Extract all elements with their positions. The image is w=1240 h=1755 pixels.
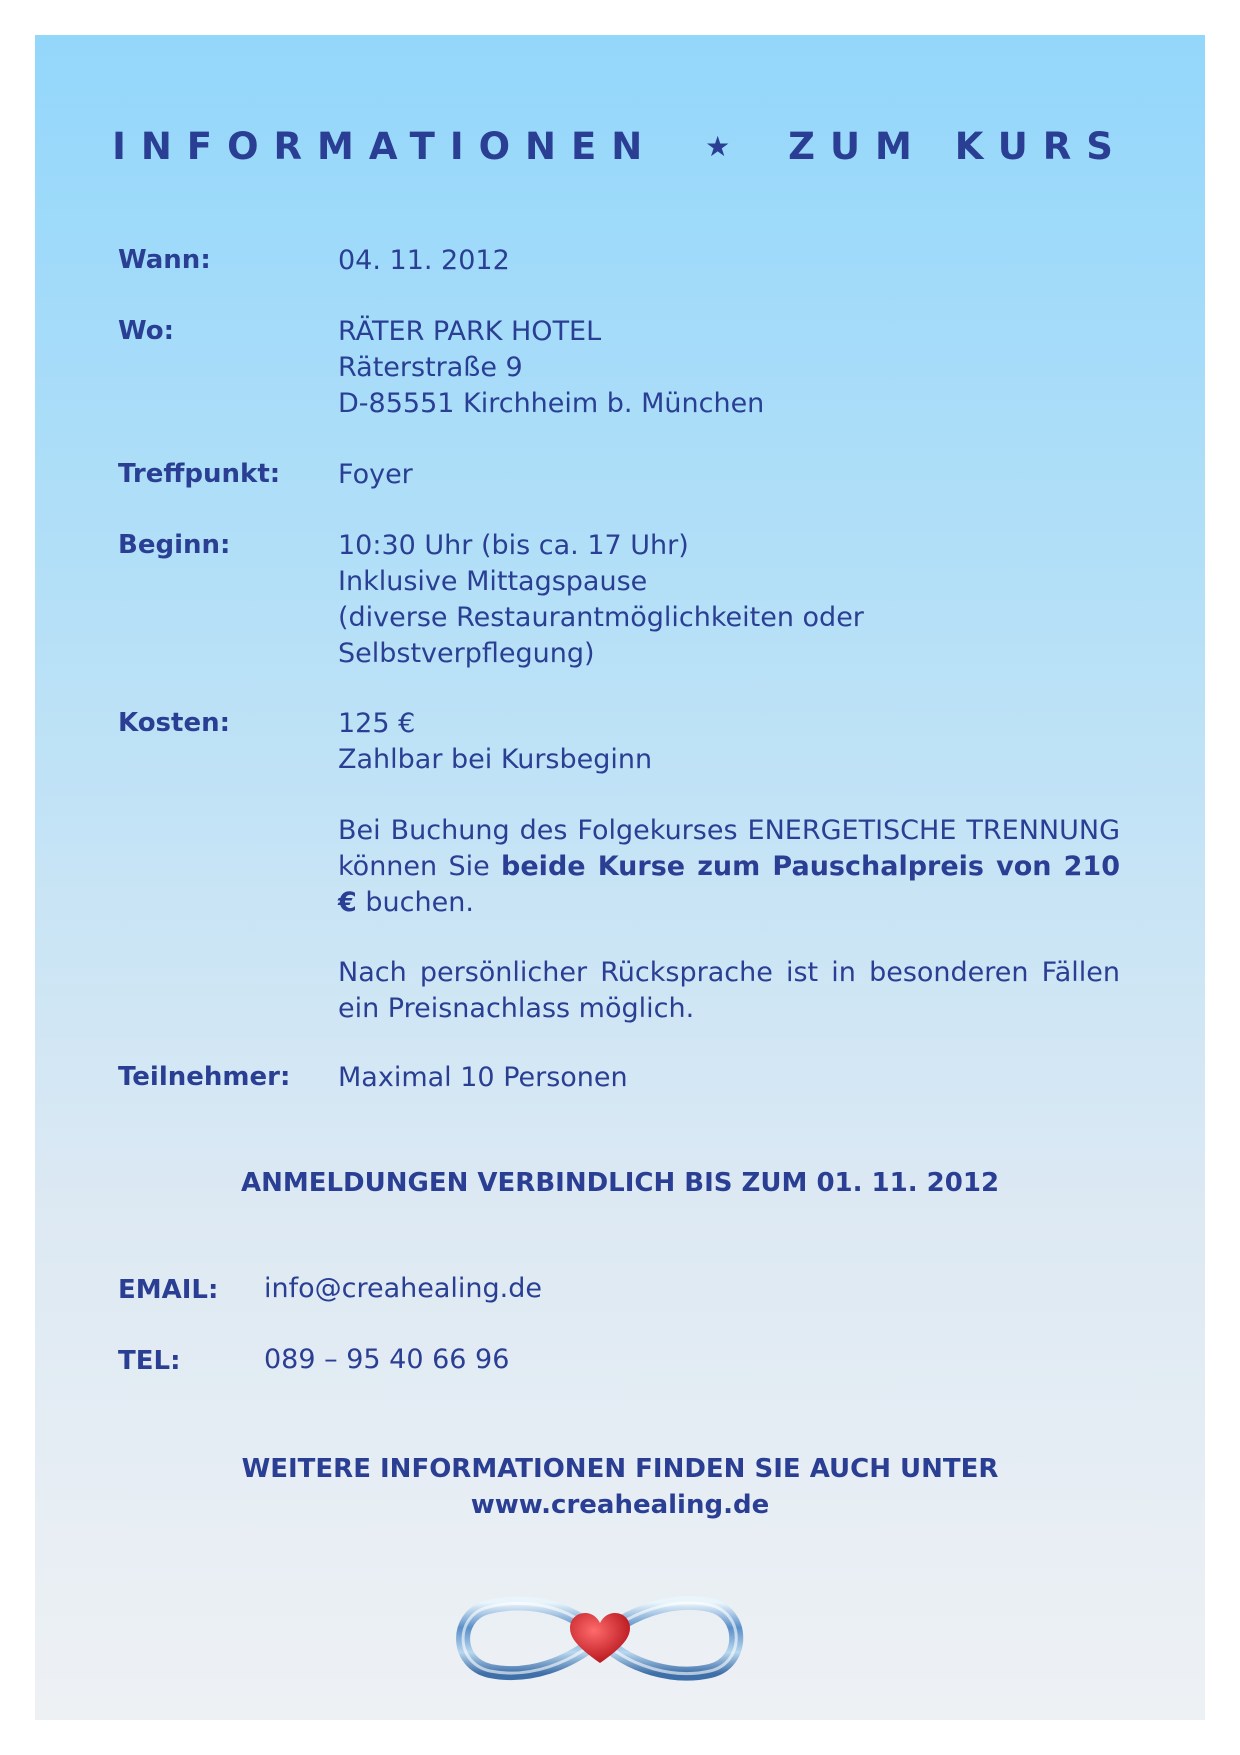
wo-value (338, 314, 764, 422)
teilnehmer-line: Maximal 10 Personen (338, 1062, 628, 1093)
wann-line: 04. 11. 2012 (338, 245, 510, 276)
treffpunkt-line: Foyer (338, 459, 413, 490)
wann-label: Wann: (118, 245, 211, 275)
wo-line: Räterstraße 9 (338, 352, 523, 383)
kosten-line: 125 € (338, 708, 416, 739)
treffpunkt-label: Treffpunkt: (118, 459, 281, 489)
wo-line: RÄTER PARK HOTEL (338, 316, 602, 347)
tel-label: TEL: (118, 1346, 181, 1376)
wo-label: Wo: (118, 316, 175, 346)
kosten-discount: Nach persönlicher Rücksprache ist in besonderen Fällen ein Preisnachlass möglich. (338, 957, 1120, 1024)
title-right: ZUM KURS (788, 125, 1128, 168)
beginn-label: Beginn: (118, 530, 231, 560)
email-link[interactable]: info@creahealing.de (264, 1273, 543, 1304)
beginn-line: Inklusive Mittagspause (338, 566, 648, 597)
treffpunkt-value (338, 457, 413, 493)
footer-info: WEITERE INFORMATIONEN FINDEN SIE AUCH UNTER (241, 1454, 999, 1484)
offer-text: Bei Buchung des Folgekurses ENERGETISCHE TRENNUNG können Sie (338, 815, 1120, 882)
star-icon: ★ (705, 130, 731, 163)
beginn-value (338, 528, 864, 672)
kosten-offer (338, 813, 1120, 921)
offer-highlight: beide Kurse zum Pauschalpreis von 210 € (338, 851, 1120, 918)
tel-link[interactable]: 089 – 95 40 66 96 (264, 1344, 510, 1375)
wann-value (338, 243, 510, 279)
email-label: EMAIL: (118, 1275, 219, 1305)
teilnehmer-label: Teilnehmer: (118, 1062, 291, 1092)
beginn-line: (diverse Restaurantmöglichkeiten oder (338, 602, 864, 633)
beginn-line: 10:30 Uhr (bis ca. 17 Uhr) (338, 530, 689, 561)
beginn-line: Selbstverpflegung) (338, 638, 595, 669)
offer-text-end: buchen. (365, 887, 474, 918)
infinity-heart-icon (450, 1583, 750, 1697)
teilnehmer-value (338, 1060, 628, 1096)
deadline-notice: ANMELDUNGEN VERBINDLICH BIS ZUM 01. 11. 2012 (240, 1168, 1000, 1198)
kosten-label: Kosten: (118, 708, 230, 738)
kosten-value (338, 706, 652, 778)
wo-line: D-85551 Kirchheim b. München (338, 388, 765, 419)
page-title (0, 125, 1240, 168)
title-left: INFORMATIONEN (112, 125, 658, 168)
kosten-line: Zahlbar bei Kursbeginn (338, 744, 653, 775)
footer-url[interactable]: www.creahealing.de (470, 1490, 770, 1520)
